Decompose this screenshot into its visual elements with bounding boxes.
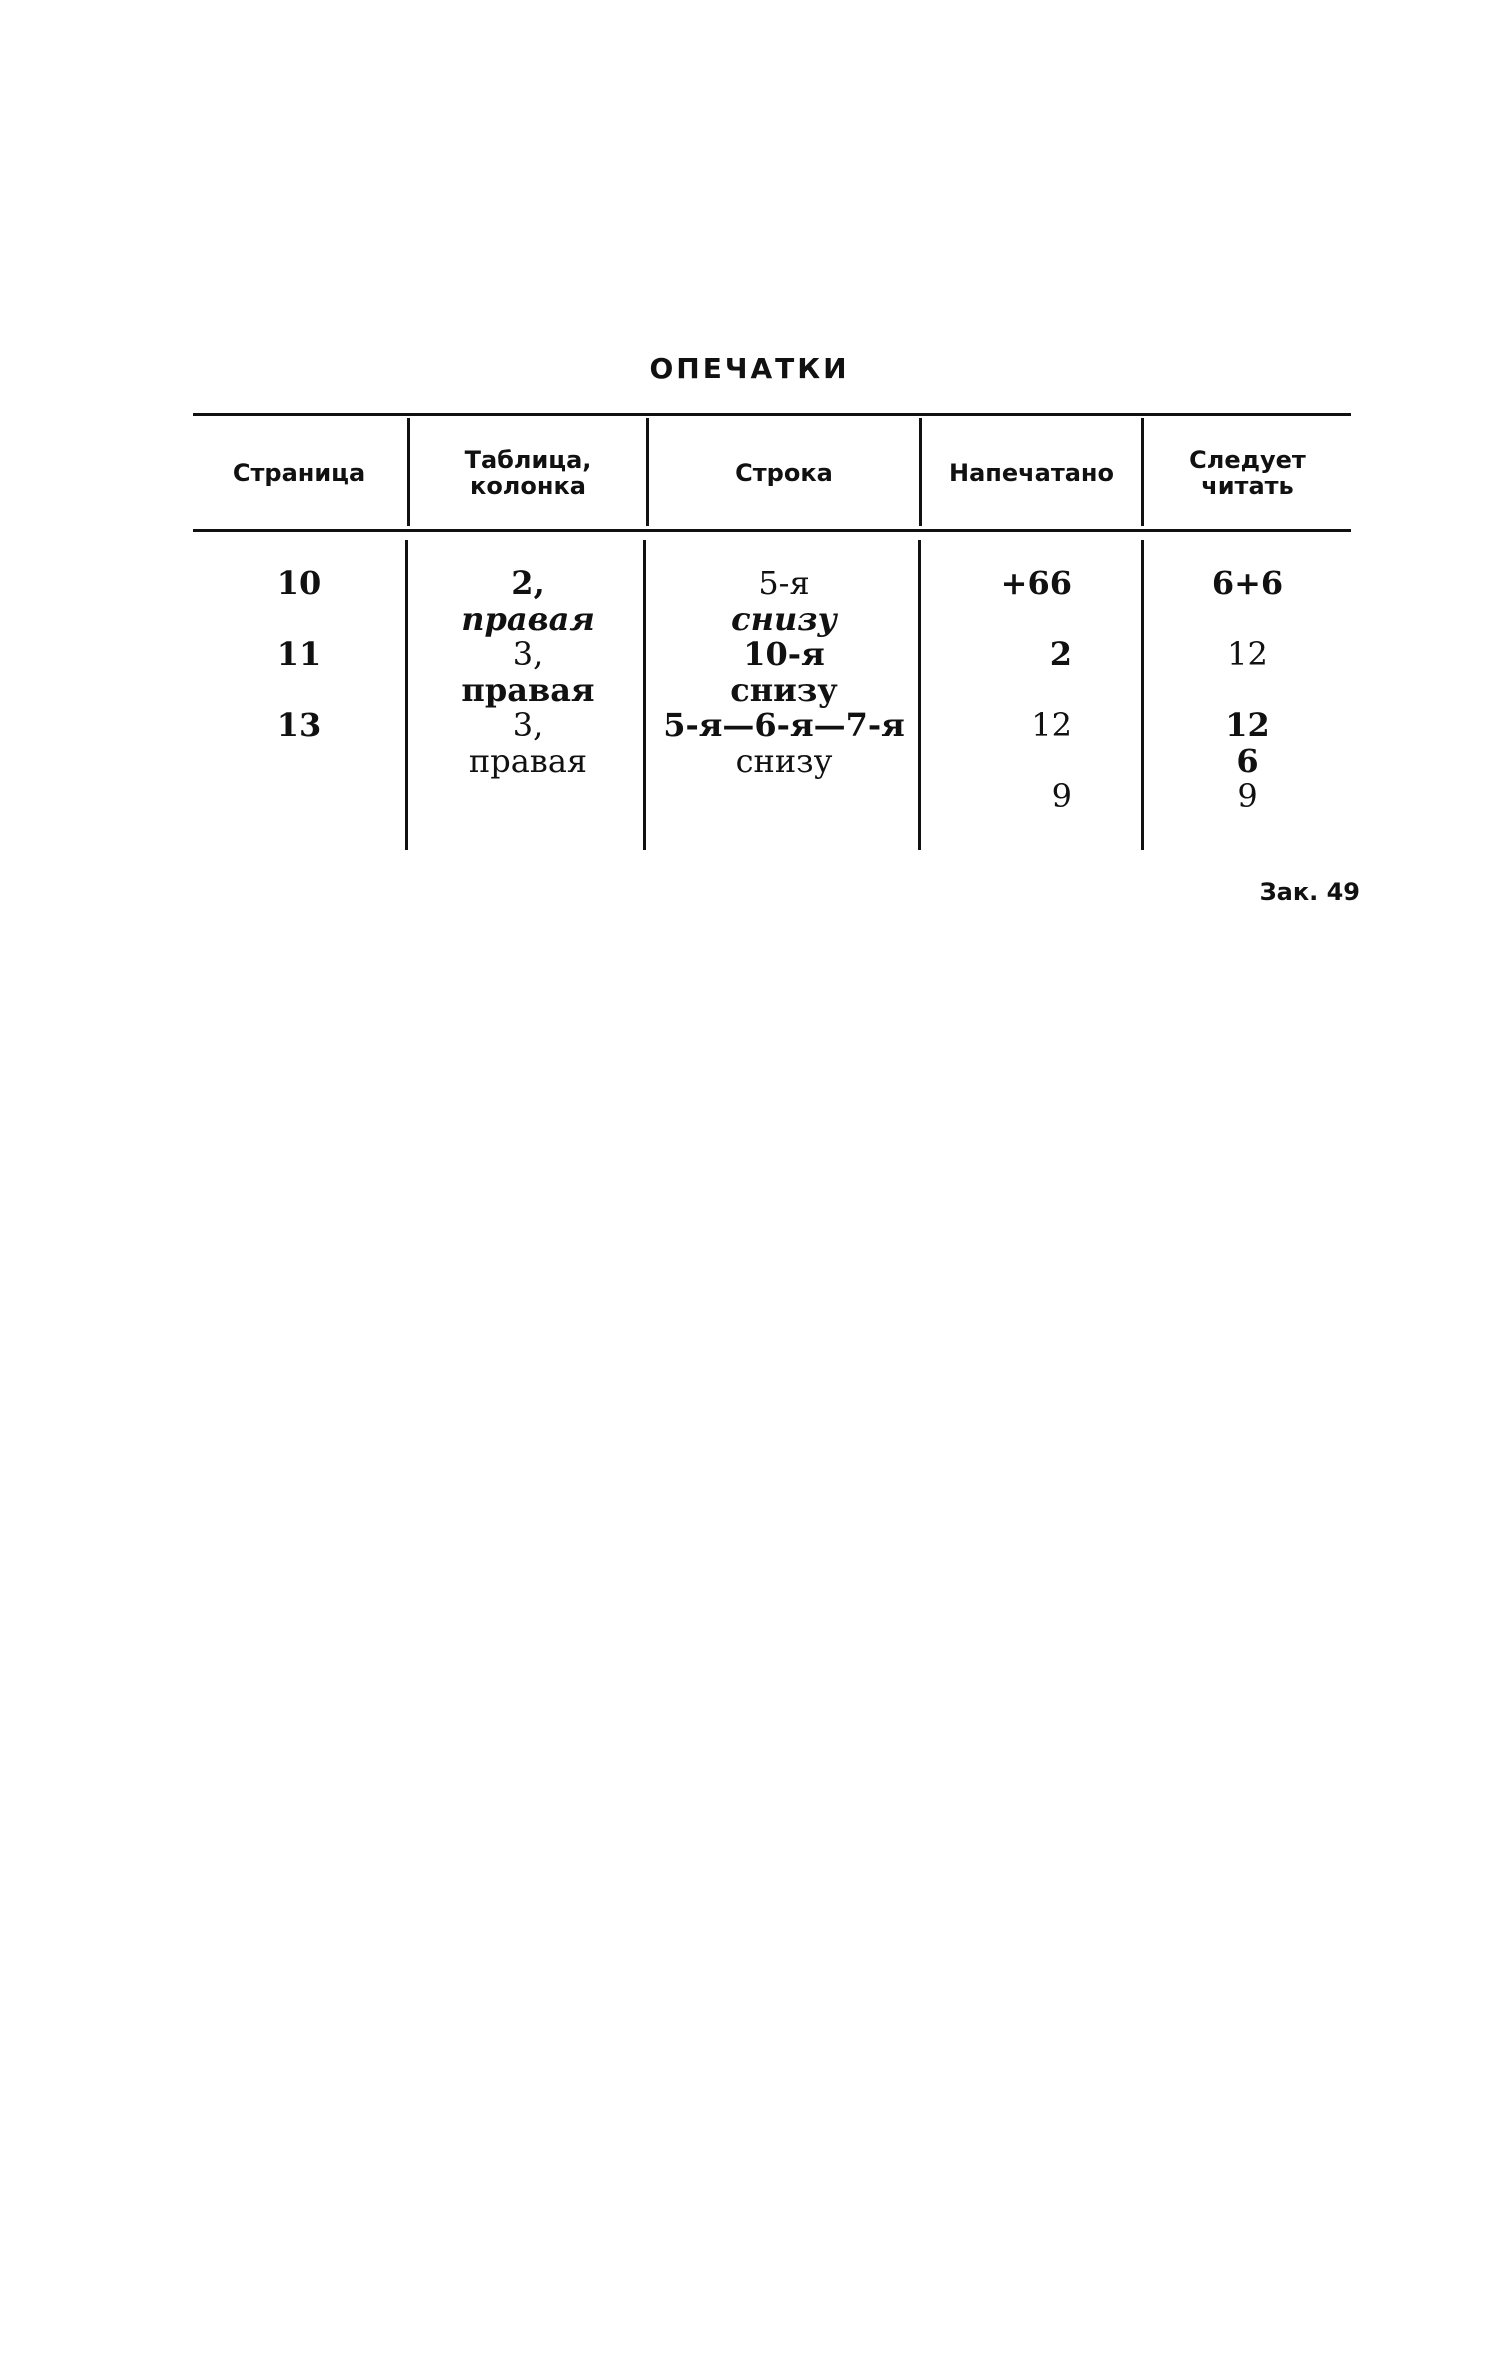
table-row-2-page: 11 [276,635,322,673]
table-row-2-printed: 2 [1049,635,1072,673]
column-divider [405,540,408,850]
header-read-label: читать [1201,471,1294,500]
table-row-2-line: 10-я [743,635,825,673]
table-row-3-should-read: 12 [1225,706,1270,744]
table-row-2-column: правая [461,671,595,709]
page-title: ОПЕЧАТКИ [649,352,850,385]
table-header-rule [193,529,1351,532]
table-row-1-printed: +66 [1000,564,1072,602]
table-row-2-line-from: снизу [730,671,838,709]
table-row-1-line: 5-я [758,564,810,602]
header-column-label: колонка [470,471,586,500]
table-row-3-column: правая [468,742,588,780]
header-should-label: Следует [1189,445,1306,474]
table-row-1-line-from: снизу [731,600,837,638]
table-row-1-should-read: 6+6 [1211,564,1284,602]
header-should-read [1144,416,1351,529]
table-row-3-printed: 12 [1031,706,1072,744]
header-printed [922,416,1141,529]
header-table-label: Таблица, [464,445,592,474]
table-row-2-table: 3, [512,635,544,673]
table-row-3-table: 3, [512,706,544,744]
table-row-3-line: 5-я—6-я—7-я [663,706,905,744]
header-page-label: Страница [232,458,366,487]
table-row-3-printed-2: 9 [1051,777,1072,815]
table-row-3-should-read-3: 9 [1237,777,1258,815]
header-row-label: Строка [735,458,833,487]
table-row-3-line-from: снизу [735,742,833,780]
order-number: Зак. 49 [1259,878,1360,906]
table-row-3-should-read-2: 6 [1236,742,1259,780]
header-table-column [410,416,646,529]
header-page [193,416,405,529]
header-printed-label: Напечатано [949,458,1114,487]
table-row-1-table: 2, [511,564,545,602]
table-row-3-page: 13 [276,706,322,744]
table-row-1-page: 10 [276,564,322,602]
table-row-1-column: правая [461,600,595,638]
table-row-2-should-read: 12 [1227,635,1268,673]
header-row [649,416,919,529]
